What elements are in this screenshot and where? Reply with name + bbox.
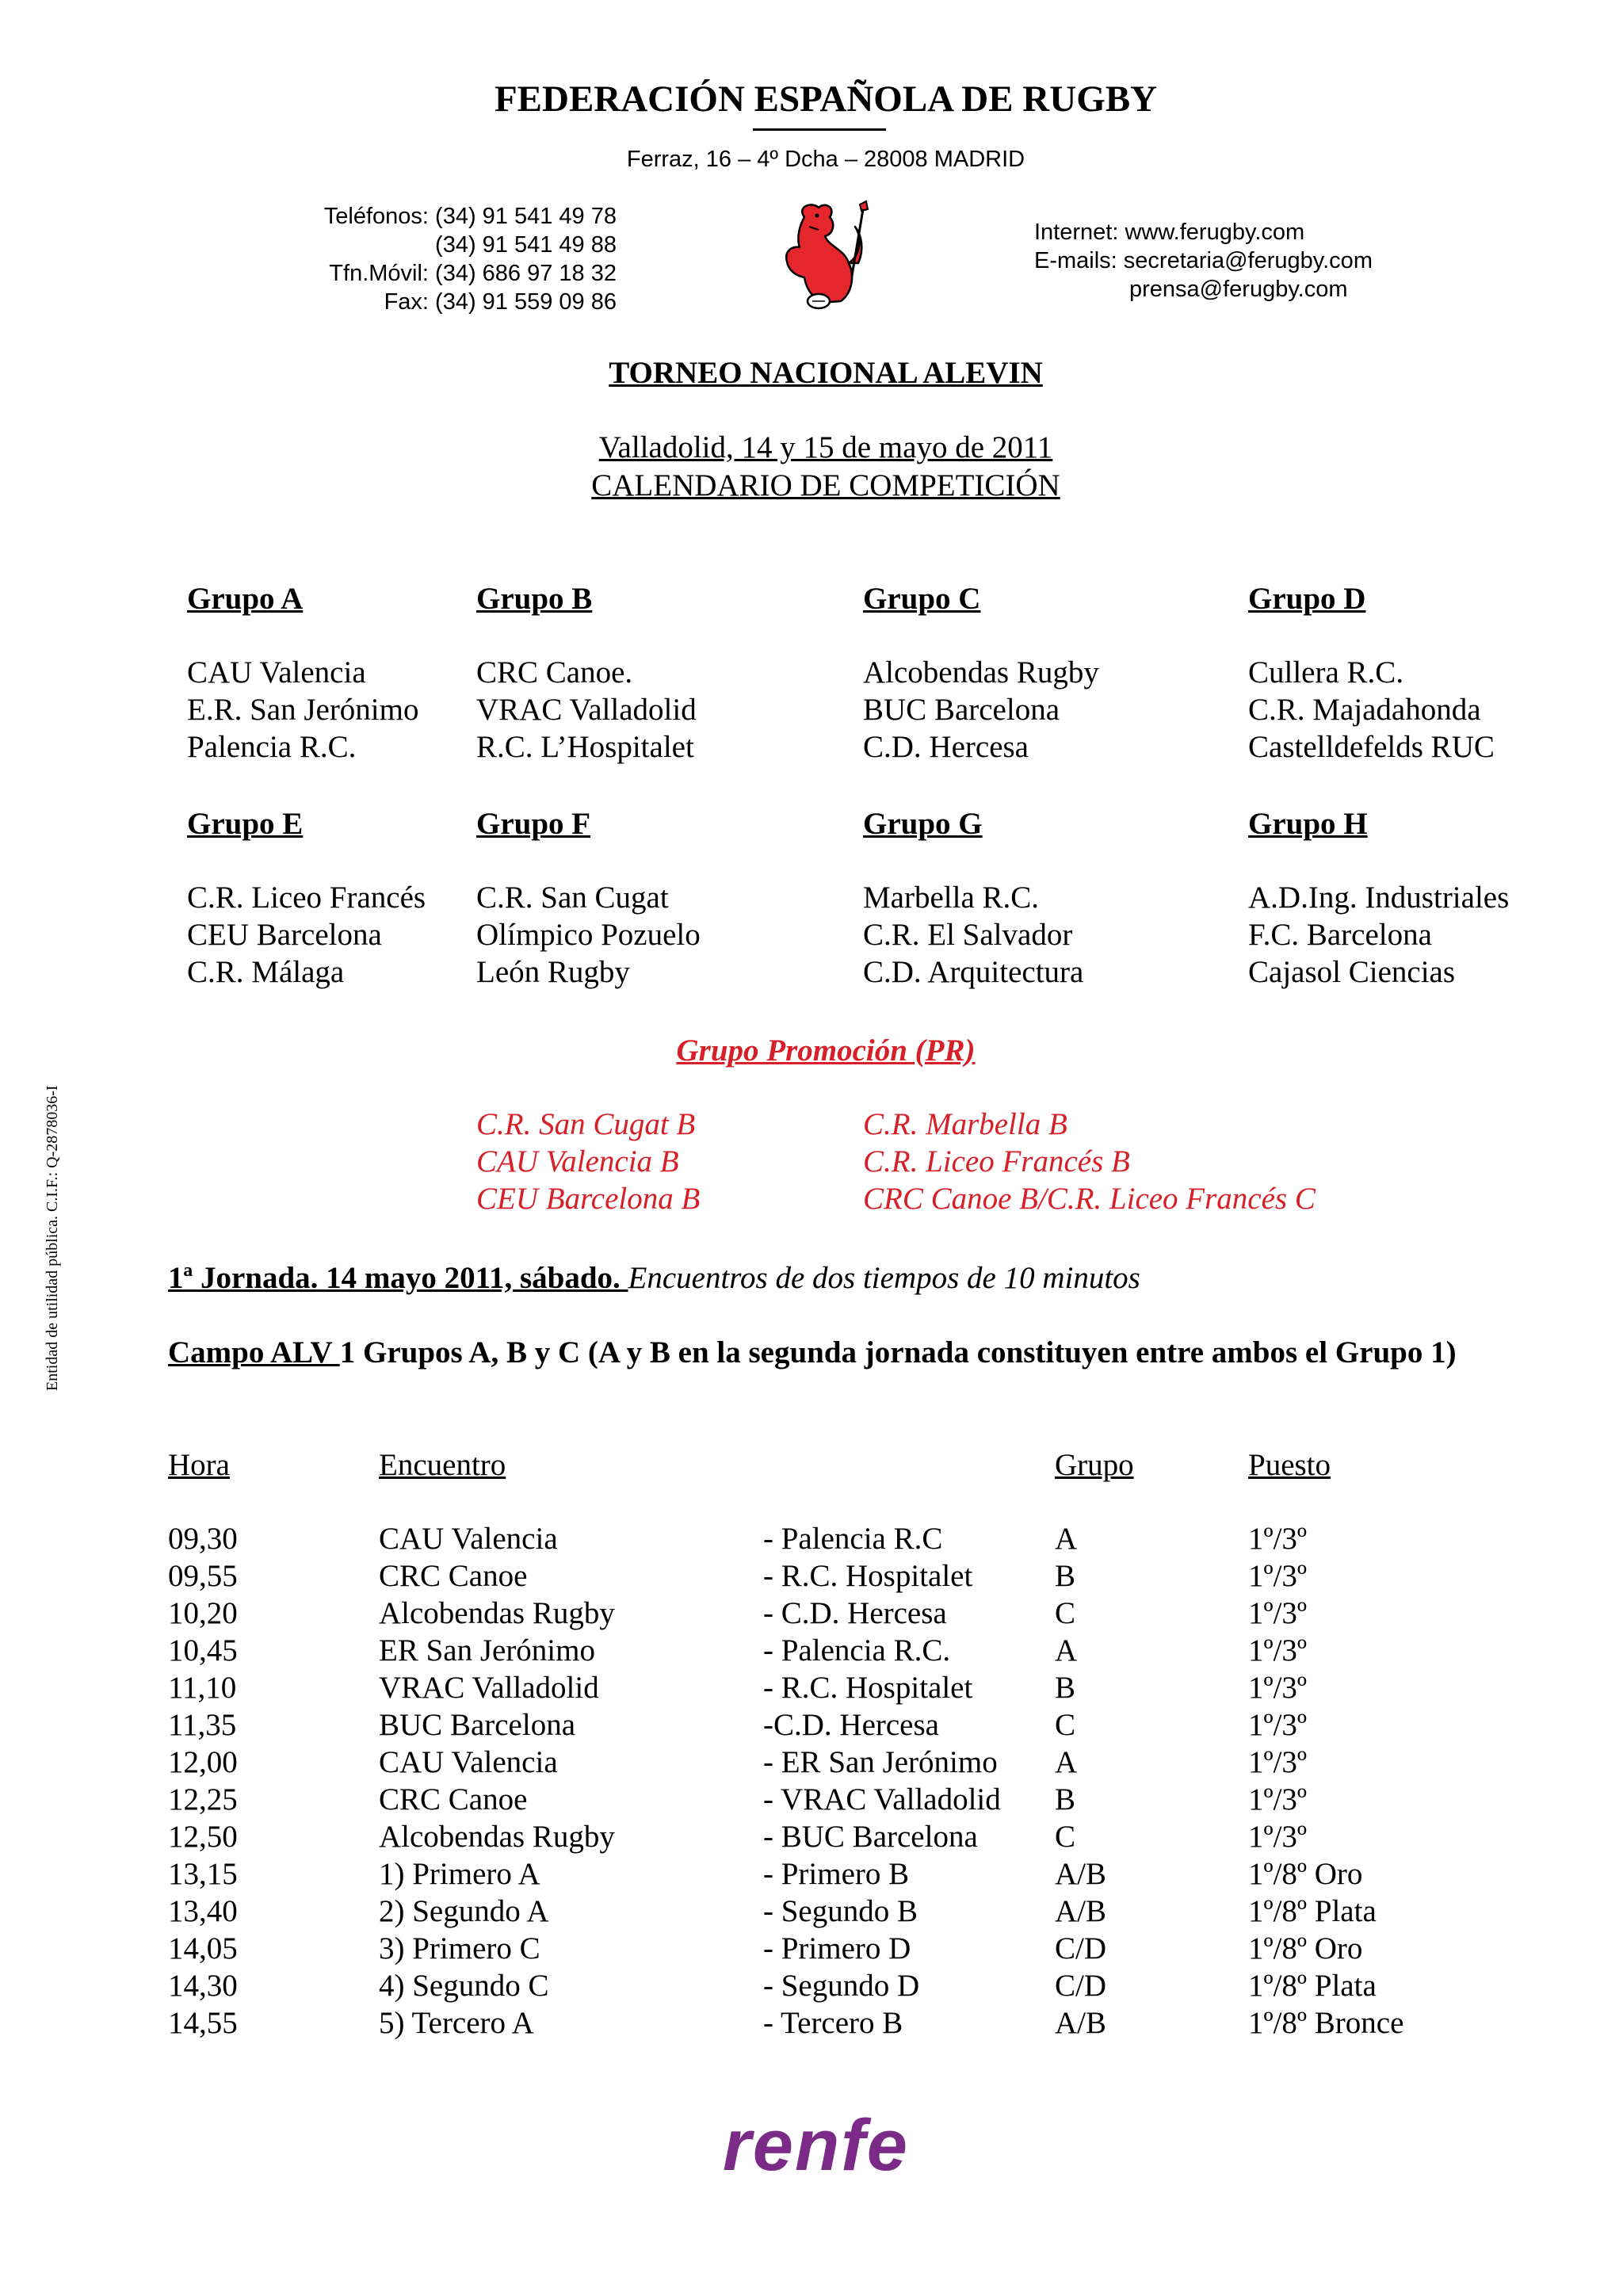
match-time: 13,15 [168,1857,238,1891]
match-group: A/B [1055,1857,1107,1891]
match-home: Alcobendas Rugby [379,1820,615,1854]
team-name: Olímpico Pozuelo [476,918,701,952]
promo-teams-left [476,1106,700,1217]
match-away: - Palencia R.C. [763,1633,951,1668]
match-away: - ER San Jerónimo [763,1745,998,1779]
match-position: 1º/3º [1248,1596,1308,1630]
match-group: A [1055,1745,1078,1779]
match-group: C/D [1055,1969,1107,2003]
col-header-grupo: Grupo [1055,1448,1134,1482]
match-position: 1º/8º Plata [1248,1894,1377,1928]
match-away: - Primero D [763,1931,911,1966]
email-line: E-mails: secretaria@ferugby.com [1034,248,1373,273]
match-home: CRC Canoe [379,1782,528,1817]
group-g [863,806,1083,991]
legal-side-note: Entidad de utilidad pública. C.I.F.: Q-2878036-I [44,1085,61,1391]
team-name: C.D. Arquitectura [863,955,1084,989]
team-name: CAU Valencia [187,655,366,690]
jornada-line [168,1260,1140,1296]
match-time: 13,40 [168,1894,238,1928]
jornada-date: 1ª Jornada. 14 mayo 2011, sábado. [168,1261,628,1295]
match-group: C [1055,1820,1076,1854]
match-away: - C.D. Hercesa [763,1596,947,1630]
match-home: CAU Valencia [379,1745,558,1779]
team-name: Cajasol Ciencias [1248,955,1456,989]
org-title: FEDERACIÓN ESPAÑOLA DE RUGBY [494,78,1158,120]
match-group: A/B [1055,1894,1107,1928]
group-heading: Grupo D [1248,582,1366,616]
match-away: -C.D. Hercesa [763,1708,939,1742]
promo-team: CEU Barcelona B [476,1182,701,1216]
team-name: BUC Barcelona [863,693,1060,727]
match-away: - Segundo B [763,1894,918,1928]
team-name: Cullera R.C. [1248,655,1404,690]
team-name: Palencia R.C. [187,730,357,764]
match-home: Alcobendas Rugby [379,1596,615,1630]
match-away: - R.C. Hospitalet [763,1559,973,1593]
team-name: E.R. San Jerónimo [187,693,419,727]
title-rule [753,128,886,131]
match-position: 1º/3º [1248,1745,1308,1779]
match-position: 1º/8º Oro [1248,1857,1363,1891]
group-b [476,581,697,766]
team-name: Marbella R.C. [863,881,1040,915]
phone-line: (34) 91 541 49 88 [435,232,617,258]
promo-team: CAU Valencia B [476,1144,679,1179]
campo-label: Campo ALV [168,1335,340,1370]
match-time: 10,20 [168,1596,238,1630]
team-name: C.R. El Salvador [863,918,1073,952]
promo-team: C.R. Liceo Francés B [863,1144,1130,1179]
promo-team: C.R. San Cugat B [476,1107,696,1141]
match-group: B [1055,1559,1076,1593]
phone-line: Fax: (34) 91 559 09 86 [384,289,617,315]
team-name: CEU Barcelona [187,918,382,952]
match-group: B [1055,1671,1076,1705]
team-name: CRC Canoe. [476,655,633,690]
match-position: 1º/3º [1248,1522,1308,1556]
match-position: 1º/3º [1248,1559,1308,1593]
col-header-puesto: Puesto [1248,1448,1331,1482]
campo-line [168,1334,1539,1372]
match-position: 1º/3º [1248,1633,1308,1668]
match-position: 1º/3º [1248,1671,1308,1705]
group-a [187,581,418,766]
group-h [1248,806,1509,991]
phone-line: Tfn.Móvil: (34) 686 97 18 32 [329,261,617,286]
lion-logo-icon [773,200,876,311]
sponsor-logo: renfe [723,2105,909,2186]
team-name: R.C. L’Hospitalet [476,730,694,764]
match-position: 1º/3º [1248,1782,1308,1817]
promo-teams-right [863,1106,1316,1217]
match-position: 1º/3º [1248,1820,1308,1854]
tournament-subtitle: CALENDARIO DE COMPETICIÓN [591,468,1060,502]
group-heading: Grupo A [187,582,304,616]
group-f [476,806,701,991]
group-heading: Grupo F [476,807,591,841]
match-position: 1º/8º Oro [1248,1931,1363,1966]
match-home: 3) Primero C [379,1931,540,1966]
match-group: B [1055,1782,1076,1817]
match-home: 2) Segundo A [379,1894,549,1928]
phone-block [262,202,617,316]
team-name: C.R. Liceo Francés [187,881,426,915]
match-time: 09,55 [168,1559,238,1593]
match-away: - Primero B [763,1857,910,1891]
team-name: Alcobendas Rugby [863,655,1099,690]
tournament-place-date: Valladolid, 14 y 15 de mayo de 2011 [598,430,1053,464]
match-group: A [1055,1633,1078,1668]
team-name: León Rugby [476,955,630,989]
group-e [187,806,426,991]
group-d [1248,581,1495,766]
group-heading: Grupo E [187,807,304,841]
match-away: - Segundo D [763,1969,920,2003]
team-name: F.C. Barcelona [1248,918,1432,952]
contact-block [1034,218,1478,304]
match-group: A [1055,1522,1078,1556]
website-line: Internet: www.ferugby.com [1034,220,1305,245]
match-time: 10,45 [168,1633,238,1668]
match-away: - Tercero B [763,2006,903,2040]
match-time: 14,05 [168,1931,238,1966]
match-away: - Palencia R.C [763,1522,943,1556]
match-time: 11,10 [168,1671,237,1705]
team-name: C.R. San Cugat [476,881,669,915]
match-position: 1º/3º [1248,1708,1308,1742]
match-position: 1º/8º Plata [1248,1969,1377,2003]
match-away: - BUC Barcelona [763,1820,978,1854]
group-c [863,581,1099,766]
match-time: 14,55 [168,2006,238,2040]
promo-team: C.R. Marbella B [863,1107,1067,1141]
promo-team: CRC Canoe B/C.R. Liceo Francés C [863,1182,1316,1216]
team-name: C.R. Málaga [187,955,345,989]
match-time: 12,00 [168,1745,238,1779]
match-time: 12,50 [168,1820,238,1854]
campo-description: 1 Grupos A, B y C (A y B en la segunda jornada constituyen entre ambos el Grupo 1) [339,1335,1457,1370]
match-home: 1) Primero A [379,1857,540,1891]
team-name: C.D. Hercesa [863,730,1029,764]
match-position: 1º/8º Bronce [1248,2006,1404,2040]
promo-group-title: Grupo Promoción (PR) [676,1033,976,1068]
match-home: CAU Valencia [379,1522,558,1556]
match-home: BUC Barcelona [379,1708,576,1742]
group-heading: Grupo G [863,807,983,841]
match-group: A/B [1055,2006,1107,2040]
match-group: C/D [1055,1931,1107,1966]
match-time: 12,25 [168,1782,238,1817]
match-home: 4) Segundo C [379,1969,549,2003]
match-home: 5) Tercero A [379,2006,534,2040]
match-time: 09,30 [168,1522,238,1556]
match-away: - R.C. Hospitalet [763,1671,973,1705]
match-group: C [1055,1708,1076,1742]
match-time: 11,35 [168,1708,237,1742]
match-away: - VRAC Valladolid [763,1782,1001,1817]
team-name: Castelldefelds RUC [1248,730,1495,764]
team-name: VRAC Valladolid [476,693,697,727]
phone-line: Teléfonos: (34) 91 541 49 78 [323,204,617,229]
group-heading: Grupo C [863,582,981,616]
jornada-note: Encuentros de dos tiempos de 10 minutos [628,1261,1140,1295]
match-home: VRAC Valladolid [379,1671,599,1705]
match-home: ER San Jerónimo [379,1633,595,1668]
team-name: C.R. Majadahonda [1248,693,1481,727]
col-header-hora: Hora [168,1448,230,1482]
group-heading: Grupo H [1248,807,1368,841]
col-header-encuentro: Encuentro [379,1448,506,1482]
org-address: Ferraz, 16 – 4º Dcha – 28008 MADRID [626,147,1025,172]
team-name: A.D.Ing. Industriales [1248,881,1510,915]
email-line-2: prensa@ferugby.com [1129,277,1348,302]
match-time: 14,30 [168,1969,238,2003]
match-group: C [1055,1596,1076,1630]
tournament-title: TORNEO NACIONAL ALEVIN [609,356,1043,390]
match-home: CRC Canoe [379,1559,528,1593]
group-heading: Grupo B [476,582,593,616]
